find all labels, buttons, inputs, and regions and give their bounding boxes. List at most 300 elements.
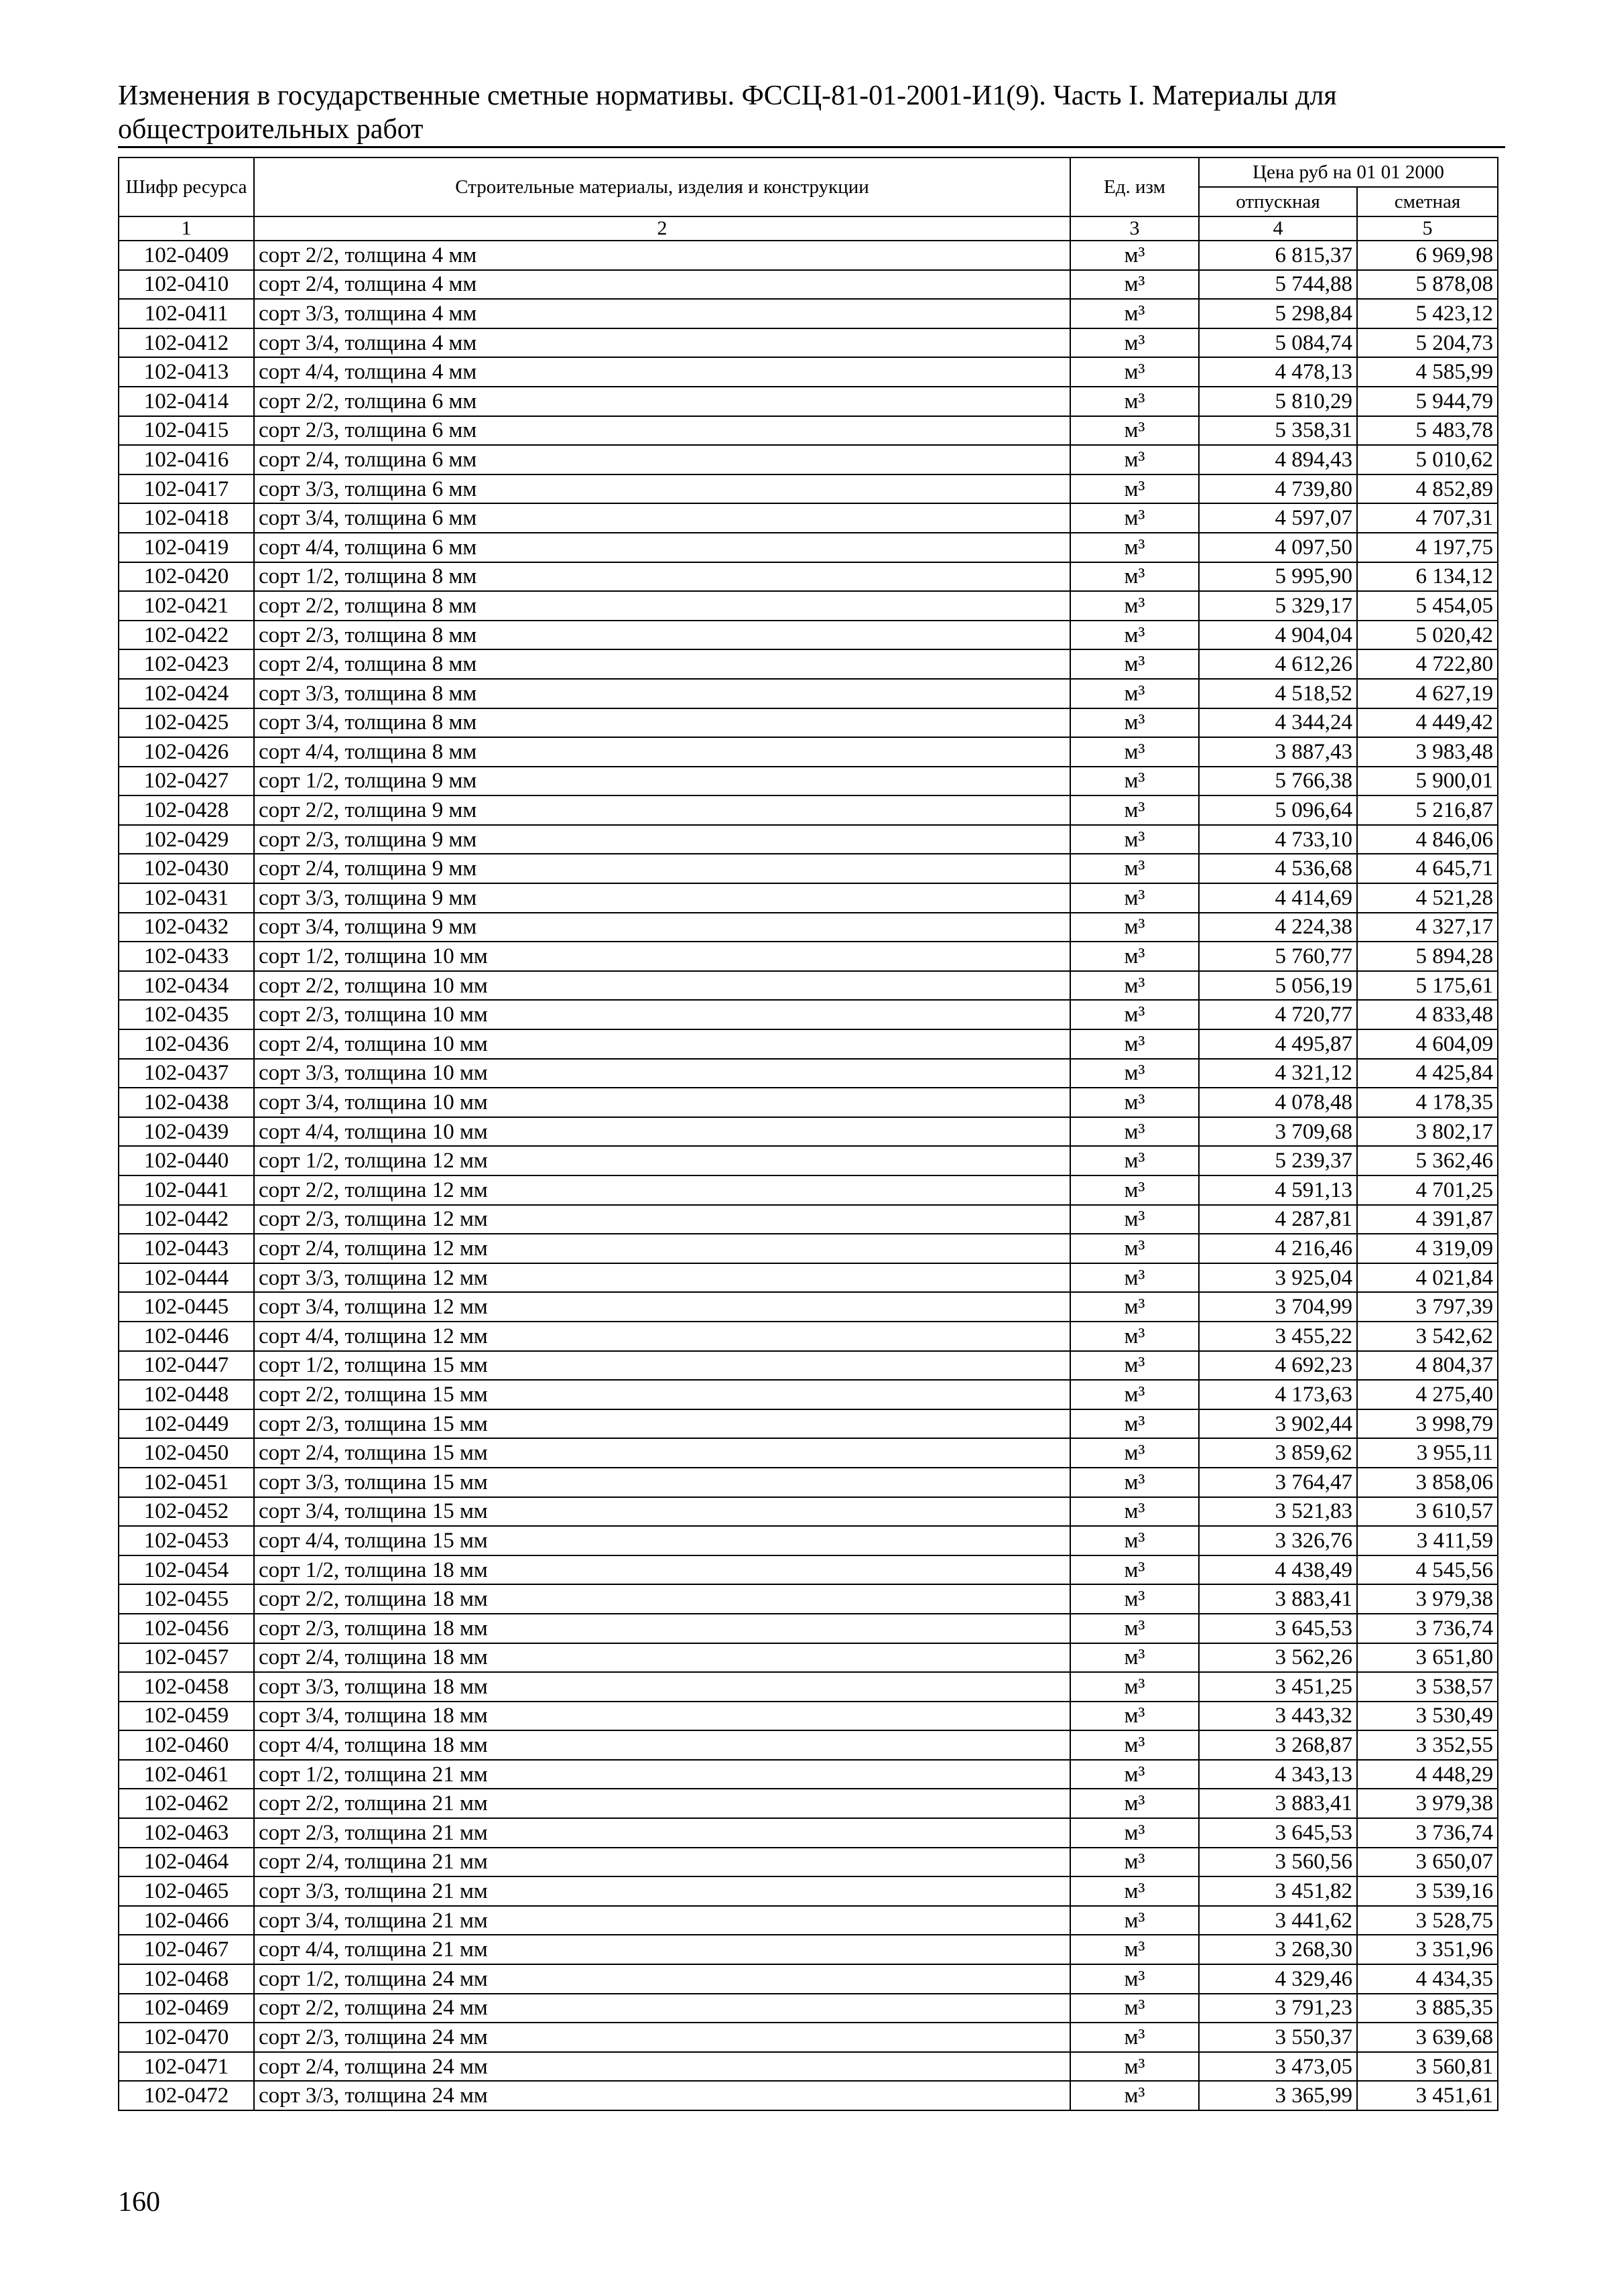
page-title: Изменения в государственные сметные нормативы. ФССЦ-81-01-2001-И1(9). Часть I. Материалы для общестроительных работ xyxy=(118,80,1337,145)
cell-estimate-price: 5 894,28 xyxy=(1357,942,1498,971)
table-row xyxy=(119,679,1498,708)
cell-name: сорт 2/2, толщина 10 мм xyxy=(254,971,1070,1001)
cell-release-price: 3 902,44 xyxy=(1199,1409,1357,1439)
cell-code: 102-0429 xyxy=(119,825,254,854)
cell-unit: м³ xyxy=(1070,767,1199,796)
cell-name: сорт 2/3, толщина 6 мм xyxy=(254,416,1070,446)
cell-name: сорт 2/2, толщина 8 мм xyxy=(254,591,1070,621)
cell-code: 102-0419 xyxy=(119,533,254,562)
table-row xyxy=(119,357,1498,387)
cell-estimate-price: 4 449,42 xyxy=(1357,708,1498,738)
cell-unit: м³ xyxy=(1070,1964,1199,1994)
cell-estimate-price: 3 858,06 xyxy=(1357,1468,1498,1497)
cell-unit: м³ xyxy=(1070,1818,1199,1848)
table-row xyxy=(119,1672,1498,1702)
table-row xyxy=(119,1059,1498,1088)
cell-estimate-price: 3 411,59 xyxy=(1357,1526,1498,1555)
cell-estimate-price: 3 955,11 xyxy=(1357,1438,1498,1468)
table-row xyxy=(119,737,1498,767)
table-row xyxy=(119,1584,1498,1614)
cell-release-price: 5 810,29 xyxy=(1199,387,1357,416)
cell-unit: м³ xyxy=(1070,1029,1199,1059)
cell-release-price: 5 056,19 xyxy=(1199,971,1357,1001)
cell-release-price: 4 321,12 xyxy=(1199,1059,1357,1088)
cell-estimate-price: 4 707,31 xyxy=(1357,503,1498,533)
cell-code: 102-0447 xyxy=(119,1351,254,1381)
cell-code: 102-0432 xyxy=(119,913,254,942)
cell-unit: м³ xyxy=(1070,1059,1199,1088)
table-row xyxy=(119,825,1498,854)
cell-name: сорт 2/2, толщина 6 мм xyxy=(254,387,1070,416)
cell-name: сорт 2/4, толщина 6 мм xyxy=(254,445,1070,474)
cell-name: сорт 3/4, толщина 18 мм xyxy=(254,1702,1070,1731)
cell-release-price: 4 216,46 xyxy=(1199,1234,1357,1263)
cell-code: 102-0471 xyxy=(119,2052,254,2082)
cell-release-price: 4 518,52 xyxy=(1199,679,1357,708)
cell-name: сорт 1/2, толщина 12 мм xyxy=(254,1146,1070,1175)
table-row xyxy=(119,1234,1498,1263)
cell-unit: м³ xyxy=(1070,1760,1199,1789)
cell-name: сорт 2/2, толщина 9 мм xyxy=(254,795,1070,825)
cell-unit: м³ xyxy=(1070,1468,1199,1497)
table-row xyxy=(119,1964,1498,1994)
col-header-name: Строительные материалы, изделия и конструкции xyxy=(254,157,1070,216)
table-row xyxy=(119,1555,1498,1585)
cell-name: сорт 2/3, толщина 18 мм xyxy=(254,1614,1070,1643)
cell-unit: м³ xyxy=(1070,1438,1199,1468)
cell-estimate-price: 3 352,55 xyxy=(1357,1730,1498,1760)
cell-release-price: 3 268,30 xyxy=(1199,1935,1357,1964)
table-row xyxy=(119,1468,1498,1497)
cell-code: 102-0409 xyxy=(119,241,254,270)
cell-code: 102-0467 xyxy=(119,1935,254,1964)
table-body xyxy=(119,241,1498,2110)
cell-name: сорт 2/2, толщина 12 мм xyxy=(254,1175,1070,1205)
table-row xyxy=(119,270,1498,300)
cell-unit: м³ xyxy=(1070,1614,1199,1643)
cell-name: сорт 3/3, толщина 6 мм xyxy=(254,474,1070,504)
table-row xyxy=(119,1029,1498,1059)
cell-release-price: 4 329,46 xyxy=(1199,1964,1357,1994)
cell-unit: м³ xyxy=(1070,503,1199,533)
cell-code: 102-0449 xyxy=(119,1409,254,1439)
cell-name: сорт 2/2, толщина 24 мм xyxy=(254,1994,1070,2023)
cell-name: сорт 3/4, толщина 8 мм xyxy=(254,708,1070,738)
cell-release-price: 5 329,17 xyxy=(1199,591,1357,621)
table-row xyxy=(119,474,1498,504)
cell-unit: м³ xyxy=(1070,1730,1199,1760)
cell-unit: м³ xyxy=(1070,474,1199,504)
cell-code: 102-0437 xyxy=(119,1059,254,1088)
cell-estimate-price: 3 560,81 xyxy=(1357,2052,1498,2082)
cell-unit: м³ xyxy=(1070,679,1199,708)
cell-release-price: 4 904,04 xyxy=(1199,621,1357,650)
table-row xyxy=(119,1702,1498,1731)
cell-estimate-price: 4 197,75 xyxy=(1357,533,1498,562)
cell-estimate-price: 4 585,99 xyxy=(1357,357,1498,387)
cell-release-price: 4 287,81 xyxy=(1199,1205,1357,1234)
cell-code: 102-0411 xyxy=(119,299,254,328)
cell-estimate-price: 4 448,29 xyxy=(1357,1760,1498,1789)
cell-name: сорт 2/2, толщина 18 мм xyxy=(254,1584,1070,1614)
table-row xyxy=(119,883,1498,913)
table-row xyxy=(119,1380,1498,1409)
cell-estimate-price: 5 010,62 xyxy=(1357,445,1498,474)
cell-code: 102-0438 xyxy=(119,1088,254,1117)
cell-name: сорт 2/3, толщина 8 мм xyxy=(254,621,1070,650)
cell-release-price: 3 859,62 xyxy=(1199,1438,1357,1468)
cell-name: сорт 2/4, толщина 4 мм xyxy=(254,270,1070,300)
table-row xyxy=(119,1263,1498,1293)
table-row xyxy=(119,1175,1498,1205)
cell-name: сорт 3/4, толщина 12 мм xyxy=(254,1292,1070,1322)
table-row xyxy=(119,1409,1498,1439)
table-row xyxy=(119,299,1498,328)
cell-release-price: 3 887,43 xyxy=(1199,737,1357,767)
cell-unit: м³ xyxy=(1070,533,1199,562)
cell-release-price: 4 536,68 xyxy=(1199,854,1357,883)
table-row xyxy=(119,1994,1498,2023)
col-number: 1 xyxy=(119,216,254,241)
cell-code: 102-0457 xyxy=(119,1643,254,1673)
cell-name: сорт 3/4, толщина 15 мм xyxy=(254,1497,1070,1527)
cell-estimate-price: 4 319,09 xyxy=(1357,1234,1498,1263)
cell-name: сорт 4/4, толщина 10 мм xyxy=(254,1117,1070,1147)
cell-release-price: 5 766,38 xyxy=(1199,767,1357,796)
cell-estimate-price: 5 423,12 xyxy=(1357,299,1498,328)
cell-estimate-price: 4 545,56 xyxy=(1357,1555,1498,1585)
cell-estimate-price: 5 483,78 xyxy=(1357,416,1498,446)
cell-unit: м³ xyxy=(1070,1234,1199,1263)
cell-estimate-price: 3 528,75 xyxy=(1357,1906,1498,1935)
table-row xyxy=(119,2052,1498,2082)
cell-code: 102-0440 xyxy=(119,1146,254,1175)
cell-release-price: 6 815,37 xyxy=(1199,241,1357,270)
cell-release-price: 3 883,41 xyxy=(1199,1584,1357,1614)
cell-release-price: 3 521,83 xyxy=(1199,1497,1357,1527)
cell-unit: м³ xyxy=(1070,1351,1199,1381)
table-row xyxy=(119,767,1498,796)
cell-code: 102-0461 xyxy=(119,1760,254,1789)
cell-unit: м³ xyxy=(1070,1702,1199,1731)
cell-release-price: 3 645,53 xyxy=(1199,1818,1357,1848)
cell-unit: м³ xyxy=(1070,270,1199,300)
cell-code: 102-0416 xyxy=(119,445,254,474)
cell-code: 102-0417 xyxy=(119,474,254,504)
cell-name: сорт 4/4, толщина 4 мм xyxy=(254,357,1070,387)
cell-code: 102-0423 xyxy=(119,649,254,679)
cell-unit: м³ xyxy=(1070,883,1199,913)
cell-code: 102-0459 xyxy=(119,1702,254,1731)
cell-unit: м³ xyxy=(1070,1409,1199,1439)
cell-estimate-price: 3 650,07 xyxy=(1357,1848,1498,1877)
col-number: 4 xyxy=(1199,216,1357,241)
cell-code: 102-0451 xyxy=(119,1468,254,1497)
cell-estimate-price: 4 645,71 xyxy=(1357,854,1498,883)
table-row xyxy=(119,971,1498,1001)
cell-code: 102-0442 xyxy=(119,1205,254,1234)
cell-estimate-price: 3 998,79 xyxy=(1357,1409,1498,1439)
table-row xyxy=(119,533,1498,562)
cell-release-price: 4 173,63 xyxy=(1199,1380,1357,1409)
cell-unit: м³ xyxy=(1070,1263,1199,1293)
cell-unit: м³ xyxy=(1070,1526,1199,1555)
cell-release-price: 3 645,53 xyxy=(1199,1614,1357,1643)
cell-code: 102-0414 xyxy=(119,387,254,416)
cell-estimate-price: 3 736,74 xyxy=(1357,1818,1498,1848)
table-row xyxy=(119,1818,1498,1848)
table-row xyxy=(119,387,1498,416)
cell-name: сорт 2/4, толщина 18 мм xyxy=(254,1643,1070,1673)
cell-estimate-price: 4 846,06 xyxy=(1357,825,1498,854)
cell-code: 102-0466 xyxy=(119,1906,254,1935)
cell-name: сорт 2/4, толщина 21 мм xyxy=(254,1848,1070,1877)
cell-unit: м³ xyxy=(1070,1555,1199,1585)
cell-unit: м³ xyxy=(1070,1994,1199,2023)
cell-estimate-price: 4 521,28 xyxy=(1357,883,1498,913)
cell-unit: м³ xyxy=(1070,942,1199,971)
cell-estimate-price: 5 878,08 xyxy=(1357,270,1498,300)
cell-unit: м³ xyxy=(1070,1848,1199,1877)
cell-release-price: 4 733,10 xyxy=(1199,825,1357,854)
table-row xyxy=(119,1351,1498,1381)
table-row xyxy=(119,1730,1498,1760)
cell-release-price: 3 365,99 xyxy=(1199,2081,1357,2110)
cell-estimate-price: 3 451,61 xyxy=(1357,2081,1498,2110)
cell-code: 102-0436 xyxy=(119,1029,254,1059)
cell-estimate-price: 3 639,68 xyxy=(1357,2023,1498,2052)
cell-estimate-price: 5 944,79 xyxy=(1357,387,1498,416)
cell-name: сорт 1/2, толщина 21 мм xyxy=(254,1760,1070,1789)
cell-release-price: 4 478,13 xyxy=(1199,357,1357,387)
cell-name: сорт 4/4, толщина 15 мм xyxy=(254,1526,1070,1555)
cell-code: 102-0418 xyxy=(119,503,254,533)
table-row xyxy=(119,1643,1498,1673)
table-row xyxy=(119,1906,1498,1935)
cell-release-price: 5 744,88 xyxy=(1199,270,1357,300)
cell-unit: м³ xyxy=(1070,1497,1199,1527)
cell-release-price: 3 455,22 xyxy=(1199,1322,1357,1351)
materials-price-table xyxy=(118,157,1498,2111)
cell-unit: м³ xyxy=(1070,416,1199,446)
cell-estimate-price: 5 020,42 xyxy=(1357,621,1498,650)
cell-release-price: 3 550,37 xyxy=(1199,2023,1357,2052)
cell-unit: м³ xyxy=(1070,1672,1199,1702)
cell-name: сорт 2/3, толщина 10 мм xyxy=(254,1000,1070,1029)
table-row xyxy=(119,795,1498,825)
cell-estimate-price: 3 802,17 xyxy=(1357,1117,1498,1147)
cell-name: сорт 4/4, толщина 12 мм xyxy=(254,1322,1070,1351)
cell-unit: м³ xyxy=(1070,1584,1199,1614)
col-number: 3 xyxy=(1070,216,1199,241)
table-row xyxy=(119,1497,1498,1527)
cell-name: сорт 3/3, толщина 10 мм xyxy=(254,1059,1070,1088)
cell-estimate-price: 3 979,38 xyxy=(1357,1584,1498,1614)
cell-unit: м³ xyxy=(1070,1935,1199,1964)
cell-unit: м³ xyxy=(1070,562,1199,592)
cell-name: сорт 2/4, толщина 12 мм xyxy=(254,1234,1070,1263)
cell-release-price: 3 473,05 xyxy=(1199,2052,1357,2082)
cell-unit: м³ xyxy=(1070,971,1199,1001)
cell-release-price: 3 443,32 xyxy=(1199,1702,1357,1731)
cell-code: 102-0425 xyxy=(119,708,254,738)
cell-name: сорт 3/3, толщина 15 мм xyxy=(254,1468,1070,1497)
cell-unit: м³ xyxy=(1070,299,1199,328)
cell-code: 102-0435 xyxy=(119,1000,254,1029)
cell-release-price: 5 084,74 xyxy=(1199,328,1357,358)
table-row xyxy=(119,854,1498,883)
cell-code: 102-0433 xyxy=(119,942,254,971)
cell-estimate-price: 4 327,17 xyxy=(1357,913,1498,942)
table-row xyxy=(119,1205,1498,1234)
table-row xyxy=(119,913,1498,942)
cell-release-price: 4 720,77 xyxy=(1199,1000,1357,1029)
col-header-estimate: сметная xyxy=(1357,187,1498,216)
cell-release-price: 4 343,13 xyxy=(1199,1760,1357,1789)
cell-unit: м³ xyxy=(1070,387,1199,416)
table-row xyxy=(119,1438,1498,1468)
cell-release-price: 3 764,47 xyxy=(1199,1468,1357,1497)
cell-code: 102-0469 xyxy=(119,1994,254,2023)
table-row xyxy=(119,1789,1498,1818)
cell-estimate-price: 3 983,48 xyxy=(1357,737,1498,767)
cell-code: 102-0460 xyxy=(119,1730,254,1760)
cell-estimate-price: 3 651,80 xyxy=(1357,1643,1498,1673)
cell-unit: м³ xyxy=(1070,591,1199,621)
cell-code: 102-0455 xyxy=(119,1584,254,1614)
cell-estimate-price: 5 362,46 xyxy=(1357,1146,1498,1175)
cell-unit: м³ xyxy=(1070,1643,1199,1673)
cell-release-price: 3 326,76 xyxy=(1199,1526,1357,1555)
cell-name: сорт 3/3, толщина 9 мм xyxy=(254,883,1070,913)
cell-estimate-price: 4 275,40 xyxy=(1357,1380,1498,1409)
cell-release-price: 3 709,68 xyxy=(1199,1117,1357,1147)
cell-code: 102-0465 xyxy=(119,1876,254,1906)
table-row xyxy=(119,416,1498,446)
cell-estimate-price: 5 900,01 xyxy=(1357,767,1498,796)
cell-release-price: 3 791,23 xyxy=(1199,1994,1357,2023)
cell-name: сорт 4/4, толщина 21 мм xyxy=(254,1935,1070,1964)
cell-code: 102-0422 xyxy=(119,621,254,650)
cell-name: сорт 3/4, толщина 21 мм xyxy=(254,1906,1070,1935)
cell-unit: м³ xyxy=(1070,445,1199,474)
table-row xyxy=(119,445,1498,474)
cell-release-price: 4 597,07 xyxy=(1199,503,1357,533)
cell-name: сорт 2/4, толщина 9 мм xyxy=(254,854,1070,883)
cell-unit: м³ xyxy=(1070,708,1199,738)
cell-name: сорт 2/3, толщина 21 мм xyxy=(254,1818,1070,1848)
cell-unit: м³ xyxy=(1070,1205,1199,1234)
cell-name: сорт 2/3, толщина 15 мм xyxy=(254,1409,1070,1439)
cell-estimate-price: 4 627,19 xyxy=(1357,679,1498,708)
page-number: 160 xyxy=(118,2187,160,2218)
cell-name: сорт 2/3, толщина 12 мм xyxy=(254,1205,1070,1234)
cell-name: сорт 2/3, толщина 24 мм xyxy=(254,2023,1070,2052)
cell-code: 102-0443 xyxy=(119,1234,254,1263)
cell-estimate-price: 3 542,62 xyxy=(1357,1322,1498,1351)
table-row xyxy=(119,2023,1498,2052)
cell-release-price: 5 358,31 xyxy=(1199,416,1357,446)
cell-unit: м³ xyxy=(1070,241,1199,270)
cell-unit: м³ xyxy=(1070,328,1199,358)
cell-unit: м³ xyxy=(1070,621,1199,650)
cell-unit: м³ xyxy=(1070,795,1199,825)
cell-estimate-price: 4 722,80 xyxy=(1357,649,1498,679)
cell-unit: м³ xyxy=(1070,825,1199,854)
table-row xyxy=(119,621,1498,650)
cell-code: 102-0426 xyxy=(119,737,254,767)
cell-name: сорт 3/4, толщина 10 мм xyxy=(254,1088,1070,1117)
table-row xyxy=(119,241,1498,270)
cell-code: 102-0458 xyxy=(119,1672,254,1702)
cell-estimate-price: 4 391,87 xyxy=(1357,1205,1498,1234)
table-row xyxy=(119,503,1498,533)
cell-release-price: 3 560,56 xyxy=(1199,1848,1357,1877)
cell-estimate-price: 3 979,38 xyxy=(1357,1789,1498,1818)
cell-name: сорт 3/4, толщина 9 мм xyxy=(254,913,1070,942)
table-row xyxy=(119,1088,1498,1117)
cell-unit: м³ xyxy=(1070,737,1199,767)
cell-code: 102-0412 xyxy=(119,328,254,358)
cell-unit: м³ xyxy=(1070,1380,1199,1409)
cell-code: 102-0410 xyxy=(119,270,254,300)
cell-release-price: 3 268,87 xyxy=(1199,1730,1357,1760)
cell-release-price: 3 451,82 xyxy=(1199,1876,1357,1906)
cell-release-price: 4 414,69 xyxy=(1199,883,1357,913)
cell-code: 102-0463 xyxy=(119,1818,254,1848)
cell-code: 102-0450 xyxy=(119,1438,254,1468)
table-row xyxy=(119,1760,1498,1789)
cell-release-price: 4 692,23 xyxy=(1199,1351,1357,1381)
cell-estimate-price: 5 204,73 xyxy=(1357,328,1498,358)
table-row xyxy=(119,708,1498,738)
cell-estimate-price: 6 969,98 xyxy=(1357,241,1498,270)
cell-unit: м³ xyxy=(1070,1000,1199,1029)
table-row xyxy=(119,649,1498,679)
col-number: 2 xyxy=(254,216,1070,241)
cell-unit: м³ xyxy=(1070,1876,1199,1906)
table-row xyxy=(119,1614,1498,1643)
cell-estimate-price: 4 604,09 xyxy=(1357,1029,1498,1059)
cell-name: сорт 2/2, толщина 15 мм xyxy=(254,1380,1070,1409)
cell-code: 102-0462 xyxy=(119,1789,254,1818)
cell-code: 102-0424 xyxy=(119,679,254,708)
cell-unit: м³ xyxy=(1070,1322,1199,1351)
header-divider xyxy=(118,146,1505,148)
cell-code: 102-0430 xyxy=(119,854,254,883)
col-header-release: отпускная xyxy=(1199,187,1357,216)
cell-code: 102-0441 xyxy=(119,1175,254,1205)
cell-name: сорт 3/3, толщина 21 мм xyxy=(254,1876,1070,1906)
cell-code: 102-0470 xyxy=(119,2023,254,2052)
table-row xyxy=(119,1935,1498,1964)
table-row xyxy=(119,1526,1498,1555)
cell-name: сорт 1/2, толщина 24 мм xyxy=(254,1964,1070,1994)
table-row xyxy=(119,1000,1498,1029)
cell-unit: м³ xyxy=(1070,1175,1199,1205)
cell-code: 102-0472 xyxy=(119,2081,254,2110)
cell-name: сорт 2/4, толщина 24 мм xyxy=(254,2052,1070,2082)
cell-estimate-price: 3 530,49 xyxy=(1357,1702,1498,1731)
cell-unit: м³ xyxy=(1070,913,1199,942)
cell-code: 102-0420 xyxy=(119,562,254,592)
table-row xyxy=(119,1876,1498,1906)
cell-name: сорт 2/2, толщина 4 мм xyxy=(254,241,1070,270)
cell-release-price: 3 925,04 xyxy=(1199,1263,1357,1293)
cell-name: сорт 1/2, толщина 15 мм xyxy=(254,1351,1070,1381)
cell-estimate-price: 3 797,39 xyxy=(1357,1292,1498,1322)
cell-release-price: 5 995,90 xyxy=(1199,562,1357,592)
